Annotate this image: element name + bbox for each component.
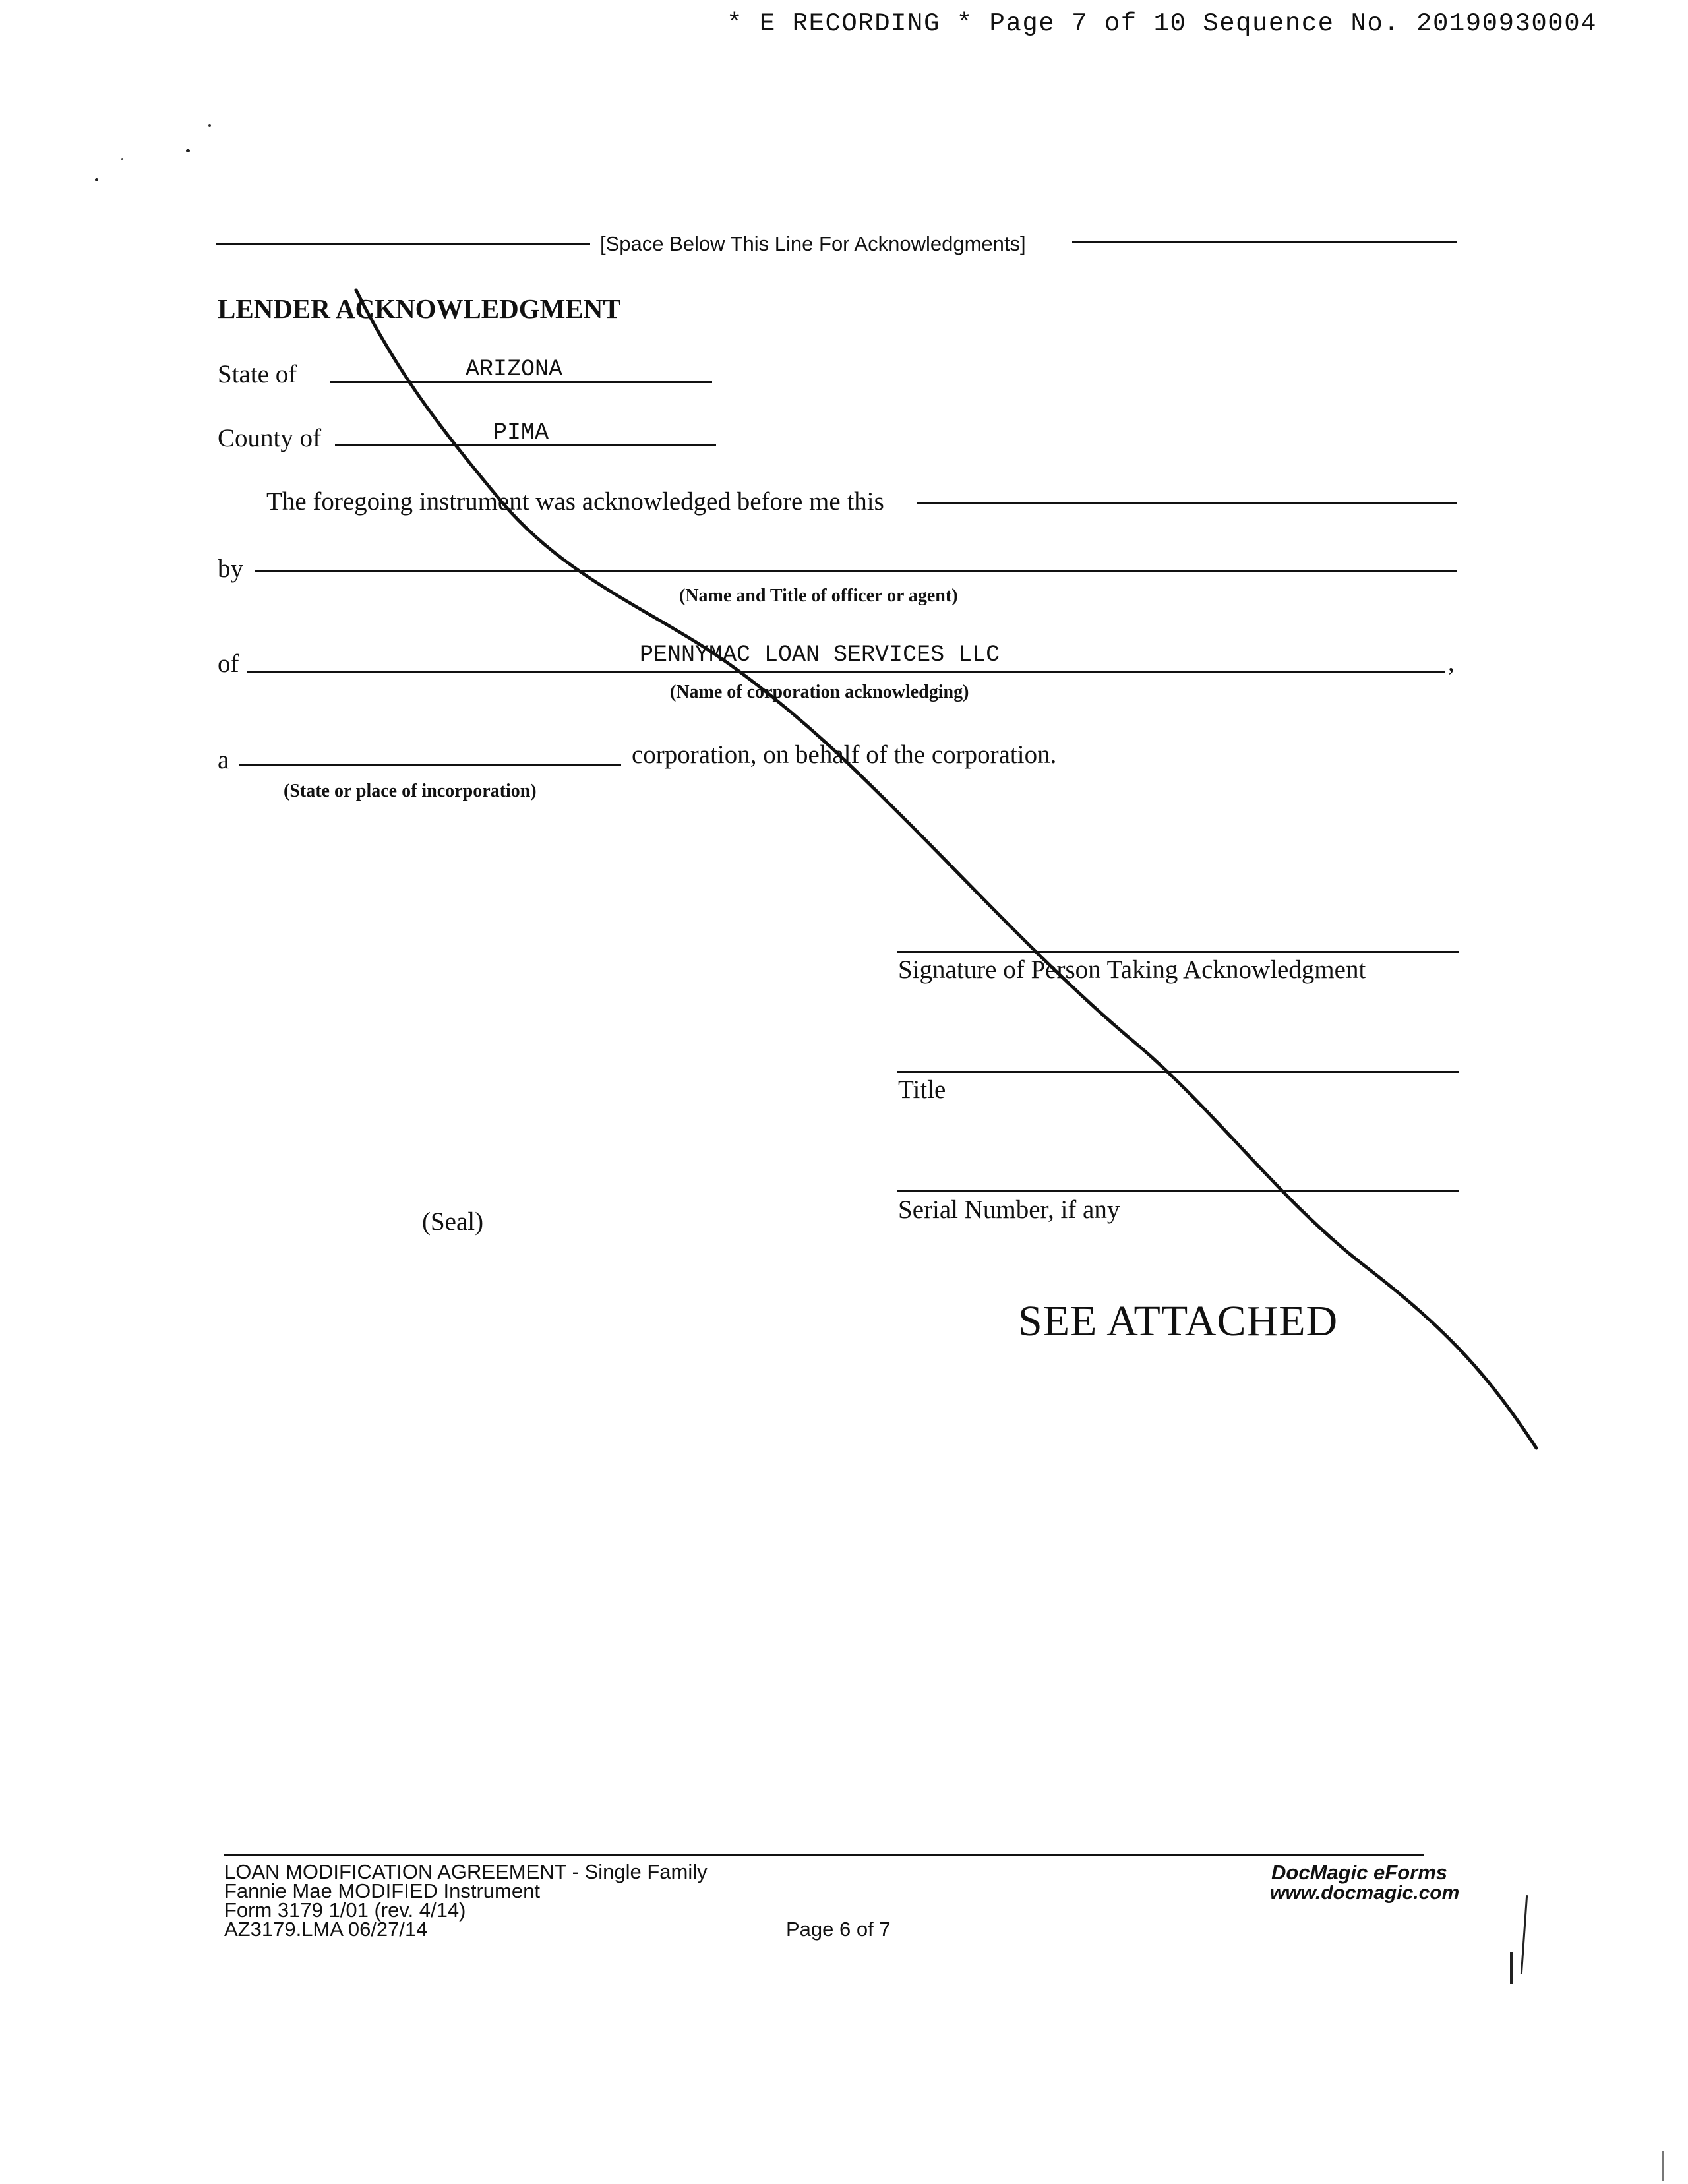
seal-label: (Seal) [422, 1207, 484, 1236]
corporation-behalf-text: corporation, on behalf of the corporation. [632, 741, 1057, 769]
of-field-line [247, 671, 1445, 673]
footer-form-line-2: Fannie Mae MODIFIED Instrument [224, 1879, 540, 1902]
scan-speck [121, 158, 123, 160]
separator-rule-left [216, 243, 590, 245]
foregoing-instrument-text: The foregoing instrument was acknowledged before me this [266, 487, 884, 516]
by-label: by [218, 555, 243, 583]
county-field-value: PIMA [493, 419, 549, 446]
of-label: of [218, 650, 239, 678]
county-label: County of [218, 424, 322, 452]
margin-mark [1521, 1895, 1528, 1974]
serial-number-line [897, 1190, 1459, 1192]
scan-speck [186, 149, 190, 152]
of-field-value: PENNYMAC LOAN SERVICES LLC [640, 642, 1000, 668]
state-label: State of [218, 360, 297, 388]
signature-line [897, 951, 1459, 953]
footer-rule [224, 1854, 1424, 1856]
see-attached-stamp: SEE ATTACHED [1018, 1297, 1339, 1345]
footer-form-line-4: AZ3179.LMA 06/27/14 [224, 1918, 428, 1941]
signature-label: Signature of Person Taking Acknowledgment [898, 956, 1366, 984]
recording-stamp-header: * E RECORDING * Page 7 of 10 Sequence No. 20190930004 [727, 9, 1597, 38]
footer-form-line-3: Form 3179 1/01 (rev. 4/14) [224, 1898, 466, 1922]
footer-page-number: Page 6 of 7 [786, 1918, 891, 1941]
margin-mark [1662, 2151, 1664, 2181]
serial-number-label: Serial Number, if any [898, 1196, 1120, 1224]
scan-speck [208, 124, 211, 127]
title-line [897, 1071, 1459, 1073]
a-label: a [218, 746, 229, 774]
footer-form-line-1: LOAN MODIFICATION AGREEMENT - Single Family [224, 1860, 708, 1883]
of-field-comma: , [1448, 648, 1455, 677]
scan-speck [95, 178, 98, 181]
of-field-caption: (Name of corporation acknowledging) [670, 682, 969, 702]
docmagic-logo: DocMagic eForms [1271, 1861, 1448, 1884]
date-field-line [917, 502, 1457, 504]
incorporation-field-caption: (State or place of incorporation) [284, 781, 537, 801]
by-field-line [255, 570, 1457, 572]
docmagic-url: www.docmagic.com [1270, 1882, 1460, 1904]
incorporation-field-line [239, 764, 621, 766]
margin-mark [1510, 1952, 1513, 1984]
separator-rule-right [1072, 241, 1457, 243]
state-field-value: ARIZONA [466, 356, 563, 382]
title-label: Title [898, 1076, 946, 1104]
lender-acknowledgment-heading: LENDER ACKNOWLEDGMENT [218, 293, 621, 324]
separator-text: [Space Below This Line For Acknowledgments] [600, 232, 1026, 255]
by-field-caption: (Name and Title of officer or agent) [679, 586, 958, 606]
